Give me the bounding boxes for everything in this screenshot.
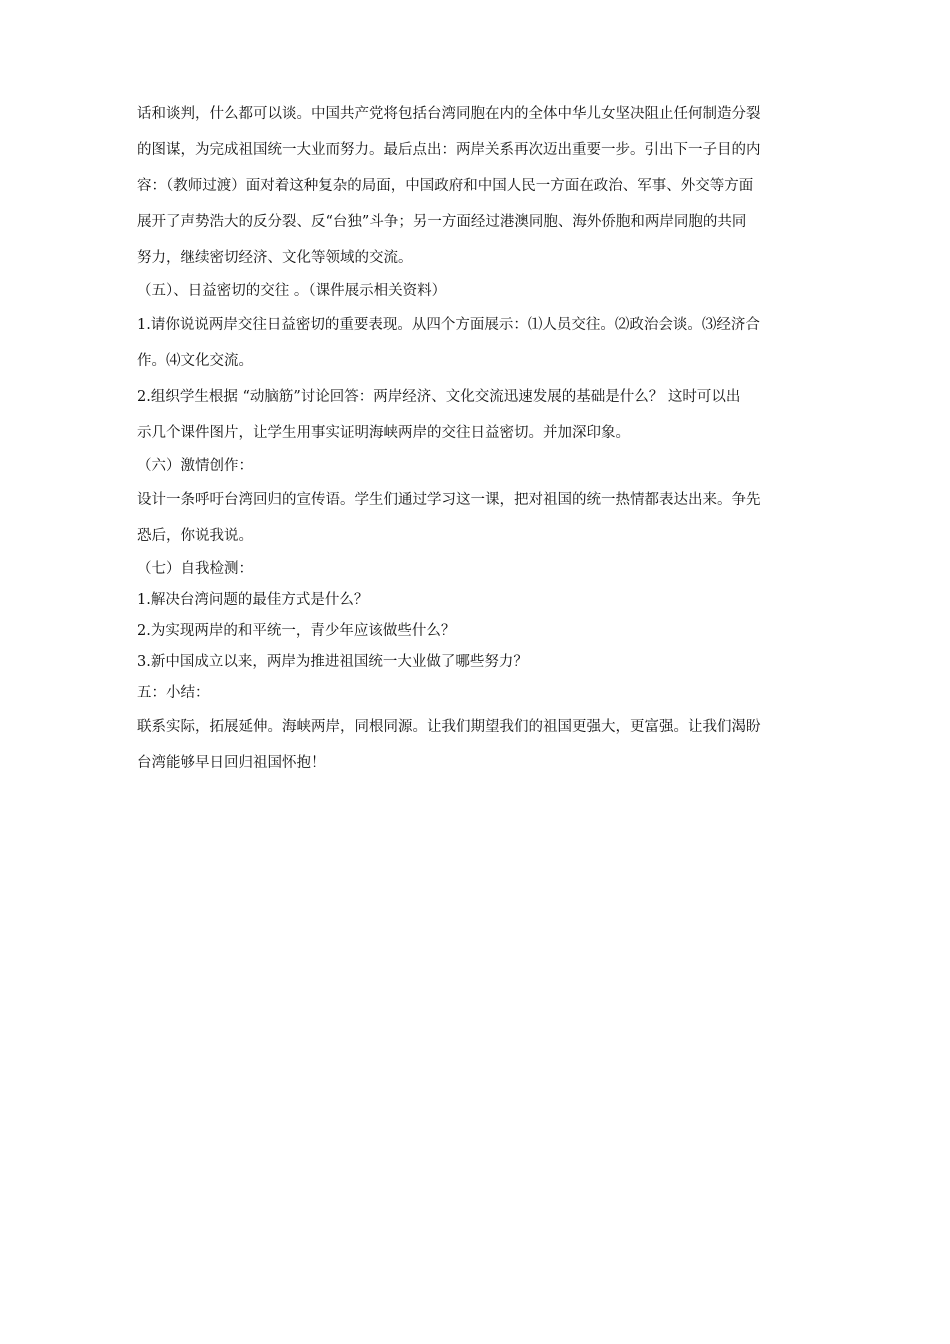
list-item: 2.组织学生根据 “动脑筋”讨论回答：两岸经济、文化交流迅速发展的基础是什么？ 这时可以出 <box>137 389 741 405</box>
paragraph-line: 容：（教师过渡）面对着这种复杂的局面，中国政府和中国人民一方面在政治、军事、外交等方面 <box>137 178 754 194</box>
document-body <box>137 96 861 781</box>
paragraph-line: 展开了声势浩大的反分裂、反“台独”斗争；另一方面经过港澳同胞、海外侨胞和两岸同胞的共同 <box>137 214 747 230</box>
paragraph-line: 的图谋，为完成祖国统一大业而努力。最后点出：两岸关系再次迈出重要一步。引出下一子目的内 <box>137 142 761 158</box>
list-item-continued: 作。⑷文化交流。 <box>137 353 253 369</box>
list-item-continued: 示几个课件图片，让学生用事实证明海峡两岸的交往日益密切。并加深印象。 <box>137 425 630 441</box>
question-item: 3.新中国成立以来，两岸为推进祖国统一大业做了哪些努力？ <box>137 654 528 670</box>
paragraph-line: 联系实际，拓展延伸。海峡两岸，同根同源。让我们期望我们的祖国更强大，更富强。让我们渴盼 <box>137 719 761 735</box>
question-item: 1.解决台湾问题的最佳方式是什么？ <box>137 592 369 608</box>
summary-heading: 五：小结： <box>137 685 210 701</box>
list-item: 1.请你说说两岸交往日益密切的重要表现。从四个方面展示：⑴人员交往。⑵政治会谈。⑶经济合 <box>137 317 760 333</box>
section-heading-5: （五）、日益密切的交往 。（课件展示相关资料） <box>137 283 447 299</box>
paragraph-line: 设计一条呼吁台湾回归的宣传语。学生们通过学习这一课，把对祖国的统一热情都表达出来。争先 <box>137 492 761 508</box>
paragraph-line: 恐后，你说我说。 <box>137 528 253 544</box>
paragraph-line: 话和谈判，什么都可以谈。中国共产党将包括台湾同胞在内的全体中华儿女坚决阻止任何制造分裂 <box>137 106 761 122</box>
question-item: 2.为实现两岸的和平统一，青少年应该做些什么？ <box>137 623 456 639</box>
paragraph-line: 台湾能够早日回归祖国怀抱！ <box>137 755 326 771</box>
section-heading-6: （六）激情创作： <box>137 458 253 474</box>
section-heading-7: （七）自我检测： <box>137 561 253 577</box>
paragraph-line: 努力，继续密切经济、文化等领域的交流。 <box>137 250 413 266</box>
